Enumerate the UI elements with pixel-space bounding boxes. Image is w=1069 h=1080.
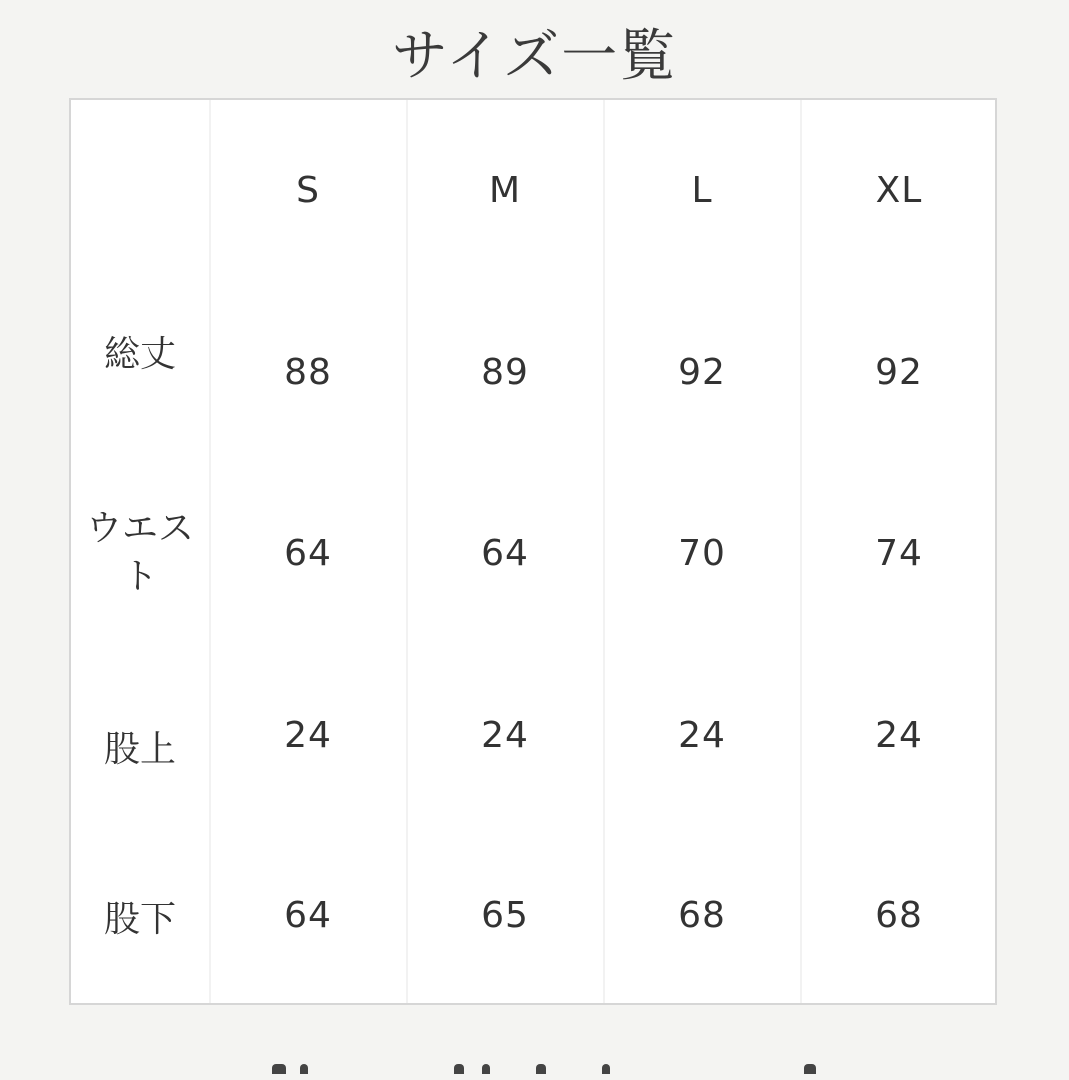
table-cell: 68 <box>875 894 923 936</box>
column-header-l: L <box>691 169 713 211</box>
table-cell: 92 <box>678 351 726 393</box>
column-header-s: S <box>296 169 320 211</box>
table-cell: 92 <box>875 351 923 393</box>
table-cell: 24 <box>678 714 726 756</box>
table-cell: 64 <box>284 532 332 574</box>
row-label-total-length: 総丈 <box>103 334 176 375</box>
table-cell: 65 <box>481 894 529 936</box>
column-header-m: M <box>488 169 522 211</box>
table-cell: 74 <box>875 532 923 574</box>
cropped-text-fragment <box>0 1062 1069 1080</box>
table-cell: 89 <box>481 351 529 393</box>
table-cell: 88 <box>284 351 332 393</box>
column-header-xl: XL <box>875 169 923 211</box>
size-table <box>69 98 997 1005</box>
row-label-inseam: 股下 <box>103 899 176 940</box>
table-cell: 64 <box>481 532 529 574</box>
table-cell: 24 <box>875 714 923 756</box>
table-cell: 24 <box>284 714 332 756</box>
row-label-waist: ウエスト <box>85 508 194 597</box>
row-label-rise: 股上 <box>103 729 176 770</box>
table-cell: 70 <box>678 532 726 574</box>
table-cell: 24 <box>481 714 529 756</box>
table-cell: 68 <box>678 894 726 936</box>
page-title: サイズ一覧 <box>391 24 678 89</box>
table-cell: 64 <box>284 894 332 936</box>
